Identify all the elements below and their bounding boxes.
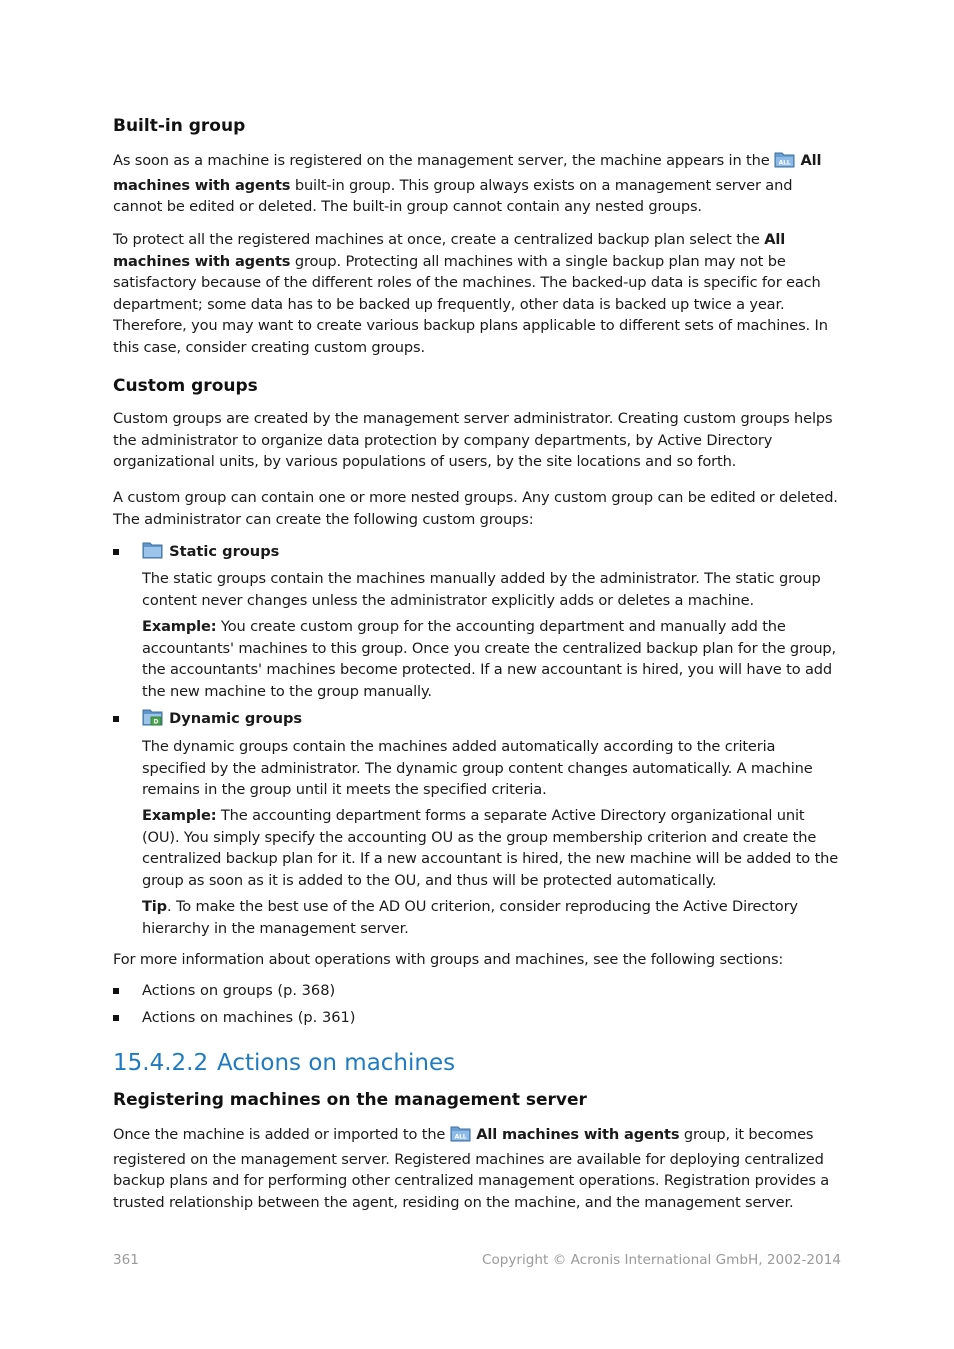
section-number: 15.4.2.2 <box>113 1050 209 1076</box>
builtin-group-heading: Built-in group <box>113 116 246 136</box>
bullet <box>113 716 119 722</box>
static-group-folder-icon <box>142 541 164 563</box>
page-number: 361 <box>113 1252 139 1268</box>
link-actions-on-groups[interactable]: Actions on groups (p. 368) <box>142 982 336 999</box>
custom-paragraph-2: A custom group can contain one or more nested groups. Any custom group can be edited or deleted. The administrator can create the following custom groups: <box>113 489 838 528</box>
builtin-paragraph-2: To protect all the registered machines at once, create a centralized backup plan select the All machines with agents group. Protecting all machines with a single backup plan may not be satisfactory because of the different roles of the machines. The backed-up data is specific for each department; some data has to be backed up frequently, other data is backed up twice a year. Therefore, you may want to create various backup plans applicable to different sets of machines. In this case, consider creating custom groups. <box>113 231 828 356</box>
bullet <box>113 988 119 994</box>
registering-heading: Registering machines on the management server <box>113 1090 587 1110</box>
dynamic-groups-example: Example: The accounting department forms a separate Active Directory organizational unit (OU). You simply specify the accounting OU as the group membership criterion and create the centralized backup plan for it. If a new accountant is hired, the new machine will be added to the group as soon as it is added to the OU, and thus will be protected automatically. <box>142 807 839 889</box>
dynamic-group-folder-icon <box>142 708 164 730</box>
dynamic-groups-description: The dynamic groups contain the machines added automatically according to the criteria specified by the administrator. The dynamic group content changes automatically. A machine remains in the group until it meets the specified criteria. <box>142 738 813 799</box>
static-groups-title: Static groups <box>169 543 280 560</box>
section-heading <box>113 1048 455 1078</box>
builtin-paragraph-1: As soon as a machine is registered on the management server, the machine appears in the ALL All machines with agents built-in group. This group always exists on a management server and cannot be edited or deleted. The built-in group cannot contain any nested groups. <box>113 152 822 216</box>
static-groups-description: The static groups contain the machines manually added by the administrator. The static group content never changes unless the administrator explicitly adds or deletes a machine. <box>142 570 821 609</box>
registering-paragraph: Once the machine is added or imported to the ALL All machines with agents group, it becomes registered on the management server. Registered machines are available for deploying centralized backup plans and for performing other centralized management operations. Registration provides a trusted relationship between the agent, residing on the machine, and the management server. <box>113 1126 830 1211</box>
svg-text:ALL: ALL <box>454 1133 467 1141</box>
more-info-paragraph: For more information about operations with groups and machines, see the following sections: <box>113 951 784 968</box>
custom-groups-heading: Custom groups <box>113 376 258 396</box>
bullet <box>113 1015 119 1021</box>
section-title: Actions on machines <box>217 1050 456 1076</box>
all-machines-group-icon <box>774 150 796 175</box>
all-machines-group-icon <box>450 1124 472 1149</box>
svg-text:D: D <box>153 718 159 726</box>
static-groups-example: Example: You create custom group for the accounting department and manually add the accountants' machines to this group. Once you create the centralized backup plan for the group, the accountants' machines become protected. If a new accountant is hired, you will have to add the new machine to the group manually. <box>142 618 837 700</box>
link-actions-on-machines[interactable]: Actions on machines (p. 361) <box>142 1009 356 1026</box>
dynamic-groups-title: Dynamic groups <box>169 710 303 727</box>
svg-text:ALL: ALL <box>778 159 791 167</box>
copyright-notice: Copyright © Acronis International GmbH, 2002-2014 <box>481 1252 841 1268</box>
dynamic-groups-tip: Tip. To make the best use of the AD OU criterion, consider reproducing the Active Directory hierarchy in the management server. <box>142 898 798 937</box>
bullet <box>113 549 119 555</box>
custom-paragraph-1: Custom groups are created by the management server administrator. Creating custom groups helps the administrator to organize data protection by company departments, by Active Directory organizational units, by various populations of users, by the site locations and so forth. <box>113 410 833 471</box>
